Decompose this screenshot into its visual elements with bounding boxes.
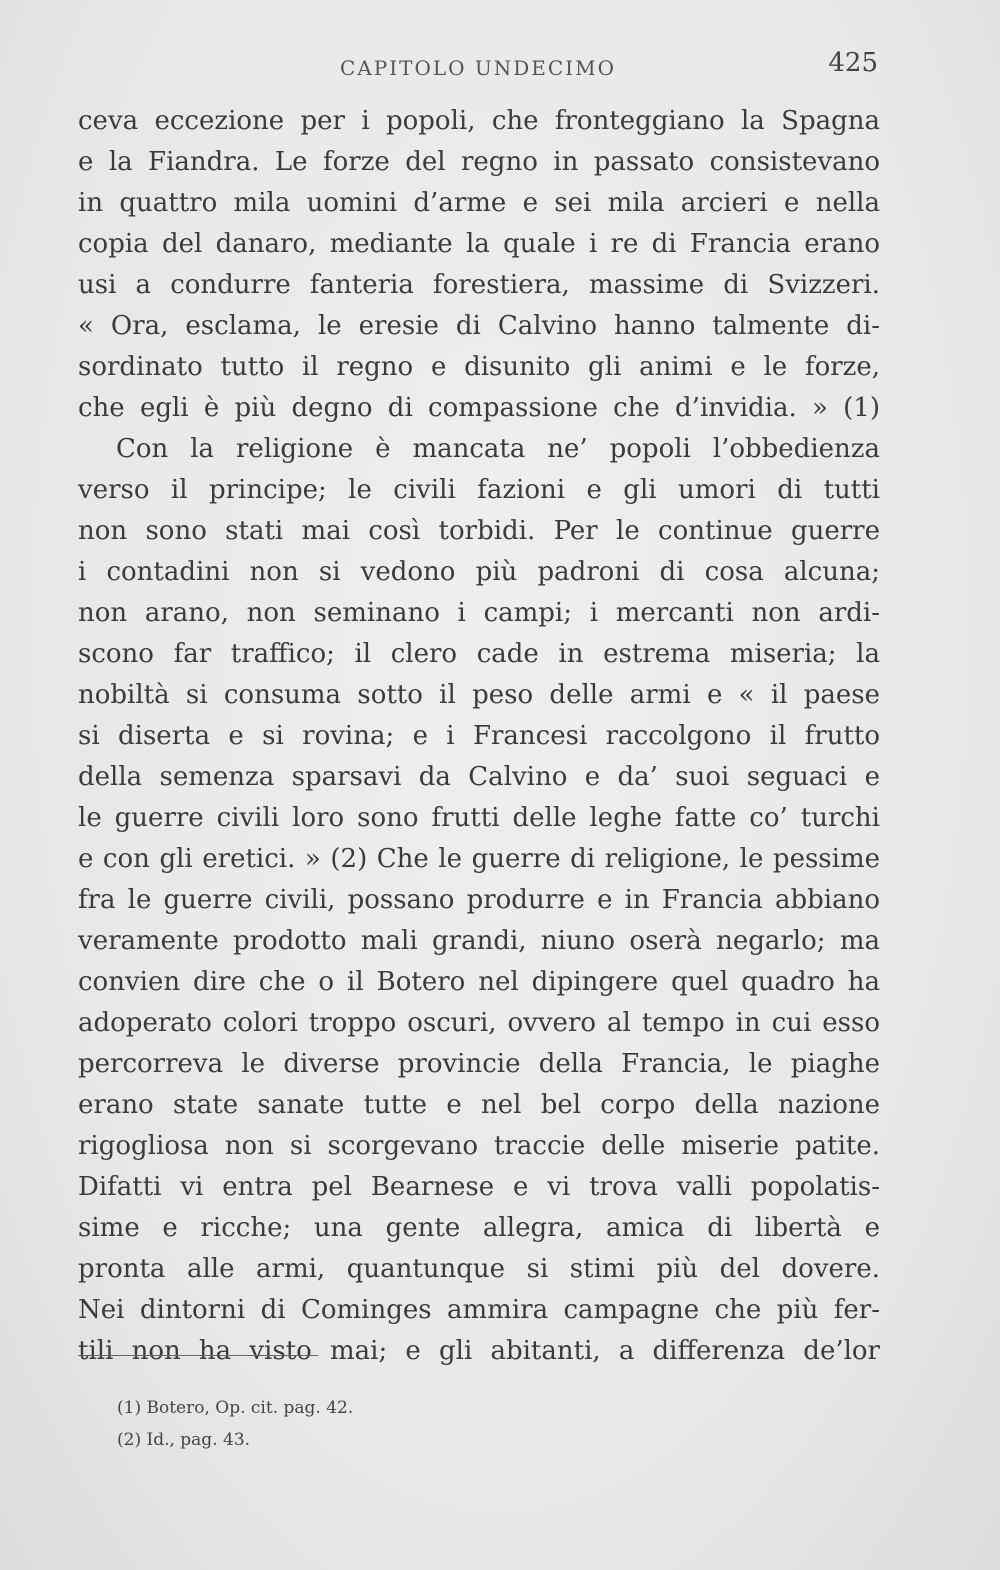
text-line: convien dire che o il Botero nel dipingere quel quadro ha: [78, 967, 880, 997]
text-line: pronta alle armi, quantunque si stimi più del dovere.: [78, 1254, 880, 1284]
text-line: i contadini non si vedono più padroni di cosa alcuna;: [78, 557, 880, 587]
footnotes: [117, 1392, 817, 1456]
text-line: e con gli eretici. » (2) Che le guerre di religione, le pessime: [78, 844, 880, 874]
text-line: sime e ricche; una gente allegra, amica di libertà e: [78, 1213, 880, 1243]
text-line: Difatti vi entra pel Bearnese e vi trova valli popolatis-: [78, 1172, 880, 1202]
text-line: « Ora, esclama, le eresie di Calvino hanno talmente di-: [78, 311, 880, 341]
text-line: le guerre civili loro sono frutti delle leghe fatte co’ turchi: [78, 803, 880, 833]
page-header: [78, 48, 878, 88]
text-line: ceva eccezione per i popoli, che fronteggiano la Spagna: [78, 106, 880, 136]
text-line: si diserta e si rovina; e i Francesi raccolgono il frutto: [78, 721, 880, 751]
text-line: veramente prodotto mali grandi, niuno oserà negarlo; ma: [78, 926, 880, 956]
text-line: che egli è più degno di compassione che d’invidia. » (1): [78, 393, 880, 423]
text-line: tili non ha visto mai; e gli abitanti, a differenza de’lor: [78, 1336, 880, 1366]
footnote: (2) Id., pag. 43.: [117, 1430, 251, 1450]
footnote-divider: [78, 1355, 318, 1356]
text-line: Con la religione è mancata ne’ popoli l’obbedienza: [116, 434, 880, 464]
text-line: Nei dintorni di Cominges ammira campagne che più fer-: [78, 1295, 880, 1325]
text-line: fra le guerre civili, possano produrre e in Francia abbiano: [78, 885, 880, 915]
text-line: rigogliosa non si scorgevano traccie delle miserie patite.: [78, 1131, 880, 1161]
text-line: sordinato tutto il regno e disunito gli animi e le forze,: [78, 352, 880, 382]
text-line: copia del danaro, mediante la quale i re di Francia erano: [78, 229, 880, 259]
footnote: (1) Botero, Op. cit. pag. 42.: [117, 1398, 354, 1418]
text-line: verso il principe; le civili fazioni e gli umori di tutti: [78, 475, 880, 505]
text-line: scono far traffico; il clero cade in estrema miseria; la: [78, 639, 880, 669]
text-line: usi a condurre fanteria forestiera, massime di Svizzeri.: [78, 270, 880, 300]
text-line: della semenza sparsavi da Calvino e da’ suoi seguaci e: [78, 762, 880, 792]
text-line: e la Fiandra. Le forze del regno in passato consistevano: [78, 147, 880, 177]
text-line: nobiltà si consuma sotto il peso delle armi e « il paese: [78, 680, 880, 710]
text-line: in quattro mila uomini d’arme e sei mila arcieri e nella: [78, 188, 880, 218]
text-line: percorreva le diverse provincie della Francia, le piaghe: [78, 1049, 880, 1079]
running-title: CAPITOLO UNDECIMO: [340, 56, 616, 80]
text-line: adoperato colori troppo oscuri, ovvero al tempo in cui esso: [78, 1008, 880, 1038]
page-number: 425: [828, 48, 878, 78]
text-line: non arano, non seminano i campi; i mercanti non ardi-: [78, 598, 880, 628]
body-text: [78, 101, 880, 1372]
text-line: non sono stati mai così torbidi. Per le continue guerre: [78, 516, 880, 546]
text-line: erano state sanate tutte e nel bel corpo della nazione: [78, 1090, 880, 1120]
